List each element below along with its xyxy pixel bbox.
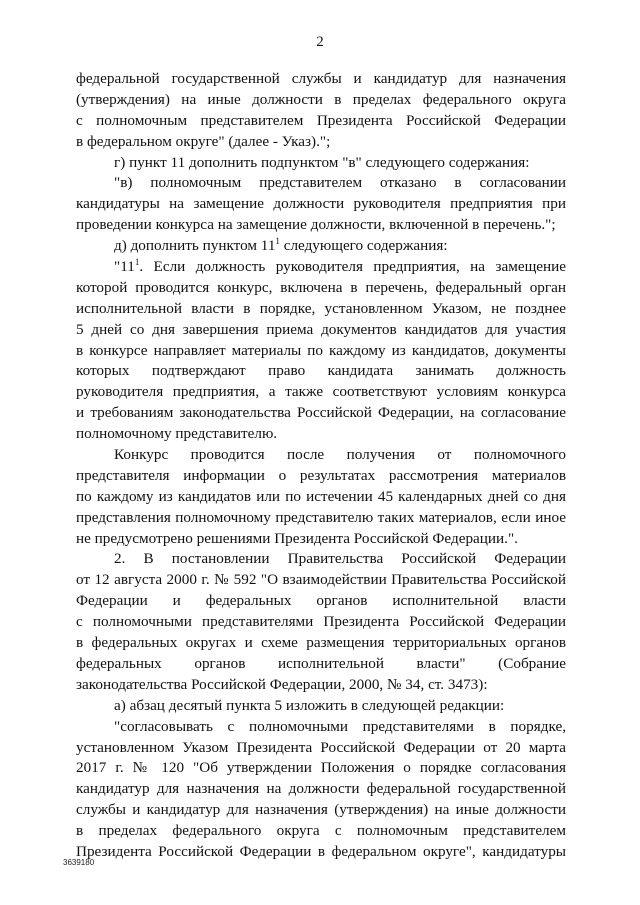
text-line: а) абзац десятый пункта 5 изложить в следующей редакции: — [114, 696, 505, 714]
text-line: федеральных органов исполнительной власти" (Собрание — [76, 654, 566, 672]
superscript: 1 — [275, 236, 280, 247]
text-line: 5 дней со дня завершения приема документов кандидатов для участия — [76, 320, 566, 338]
text-line: в пределах федерального округа с полномочным представителем — [76, 822, 566, 840]
text-line: федеральной государственной службы и кандидатур для назначения — [76, 70, 566, 87]
text-line: кандидатуры на замещение должности руководителя предприятия при — [76, 195, 566, 213]
text-line: исполнительной власти в порядке, установленном Указом, не позднее — [76, 299, 566, 317]
text-line: и требованиям законодательства Российской Федерации, на согласование — [76, 404, 566, 422]
document-body — [76, 69, 566, 863]
text-line: законодательства Российской Федерации, 2000, № 34, ст. 3473): — [76, 675, 488, 693]
text-line: с полномочными представителями Президента Российской Федерации — [76, 613, 566, 631]
text-line: по каждому из кандидатов или по истечении 45 календарных дней со дня — [76, 487, 566, 505]
text-line: "в) полномочным представителем отказано в согласовании — [114, 174, 566, 192]
text-line: представления полномочному представителю таких материалов, если иное — [76, 508, 566, 526]
text-line: от 12 августа 2000 г. № 592 "О взаимодействии Правительства Российской — [76, 571, 566, 589]
text-line: Федерации и федеральных органов исполнительной власти — [76, 592, 566, 610]
document-id: 3639180 — [63, 858, 95, 867]
text-line: 2. В постановлении Правительства Российской Федерации — [114, 550, 566, 568]
text-line: в федеральных округах и схеме размещения территориальных органов — [76, 634, 566, 652]
text-line: которых подтверждают право кандидата занимать должность — [76, 362, 566, 380]
text-line: представителя информации о результатах рассмотрения материалов — [76, 466, 566, 484]
text-line: которой проводится конкурс, включена в перечень, федеральный орган — [76, 278, 566, 296]
text-line: не предусмотрено решениями Президента Российской Федерации.". — [76, 529, 518, 547]
text-line: г) пункт 11 дополнить подпунктом "в" следующего содержания: — [114, 153, 530, 171]
text-line: "согласовывать с полномочными представителями в порядке, — [114, 717, 566, 735]
text-line: проведении конкурса на замещение должности, включенной в перечень."; — [76, 216, 556, 234]
text-line: кандидатур для назначения на должности федеральной государственной — [76, 780, 566, 798]
text-line: (утверждения) на иные должности в пределах федерального округа — [76, 90, 566, 108]
page-number: 2 — [316, 34, 324, 50]
superscript: 1 — [134, 257, 140, 268]
text-line: Президента Российской Федерации в федеральном округе", кандидатуры — [76, 842, 566, 860]
text-line: в конкурсе направляет материалы по каждому из кандидатов, документы — [76, 341, 566, 359]
text-line: установленном Указом Президента Российской Федерации от 20 марта — [76, 738, 566, 756]
text-line: Конкурс проводится после получения от полномочного — [114, 446, 566, 464]
text-line: д) дополнить пунктом $11^1$ следующего содержания: — [114, 236, 448, 255]
text-line: 2017 г. № 120 "Об утверждении Положения о порядке согласования — [76, 759, 566, 777]
text-line: службы и кандидатур для назначения (утверждения) на иные должности — [76, 801, 566, 819]
text-line: "$11^1$. Если должность руководителя предприятия, на замещение — [114, 257, 566, 276]
text-line: полномочному представителю. — [76, 425, 278, 443]
text-line: с полномочным представителем Президента Российской Федерации — [76, 111, 566, 129]
text-line: руководителя предприятия, а также соответствуют условиям конкурса — [76, 383, 566, 401]
text-line: в федеральном округе" (далее - Указ)."; — [76, 132, 331, 150]
